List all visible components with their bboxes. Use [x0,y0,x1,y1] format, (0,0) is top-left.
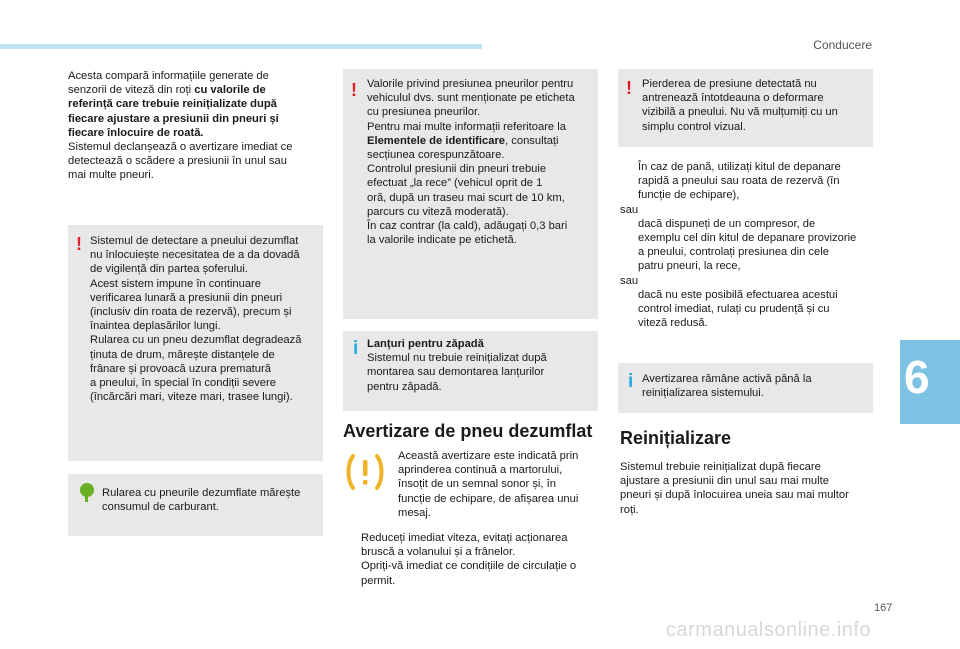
text-line: simplu control vizual. [642,120,746,133]
info-text [367,337,595,394]
info-icon: i [353,338,359,359]
text-line: bruscă a volanului și a frânelor. [361,546,516,559]
text-line: consumul de carburant. [102,501,219,514]
text-line: oră, după un traseu mai scurt de 10 km, [367,191,565,204]
text-line: Acest sistem impune în continuare [90,277,262,290]
info-box-reinit [618,363,873,413]
warning-text [367,77,597,247]
text-line: înaintea deplasărilor lungi. [90,320,221,333]
intro-bold-line: fiecare ajustare a presiunii din pneuri și [68,112,279,125]
reinit-body [620,460,880,517]
intro-line: Acesta compară informațiile generate de [68,70,269,82]
text-line: (încărcări mari, viteze mari, trasee lungi). [90,391,293,404]
text-line: Rularea cu pneurile dezumflate mărește [102,487,301,499]
watermark: carmanualsonline.info [666,619,872,641]
text-line: ajustare a presiunii din unul sau mai multe [620,475,829,488]
intro-line: Sistemul declanșează o avertizare imediat ce [68,141,293,154]
text-line: secțiunea corespunzătoare. [367,149,505,162]
text-line: antrenează întotdeauna o deformare [642,92,824,105]
text-line: Această avertizare este indicată prin [398,450,579,462]
text-line: mesaj. [398,506,431,519]
list-item: În caz de pană, utilizați kitul de depanare [620,160,880,174]
heading-flat-tyre-warning: Avertizare de pneu dezumflat [343,421,593,441]
alert-text [398,449,598,520]
text-line: însoțit de un semnal sonor și, în [398,478,556,491]
bullet-icon [343,531,361,545]
warning-icon: ! [626,78,632,98]
text-line: Pentru mai multe informații referitoare la [367,120,566,133]
text-line: (inclusiv din roata de rezervă), precum și [90,306,292,319]
text-line: parcurs cu viteză moderată). [367,205,509,218]
text-line: pentru zăpadă. [367,380,442,393]
text-line: Elementele de identificare, consultați [367,134,559,147]
intro-line: senzorii de viteză din roți cu valorile de [68,84,266,97]
info-text [642,372,870,400]
text-line: reinițializarea sistemului. [642,387,764,400]
text-line: cu presiunea pneurilor. [367,106,481,119]
info-title: Lanțuri pentru zăpadă [367,338,484,350]
text-line: Valorile privind presiunea pneurilor pentru [367,78,574,90]
text-line: Controlul presiunii din pneuri trebuie [367,163,547,176]
text-line: funcție de echipare), [638,189,740,202]
warning-box-pressure-values [343,69,598,319]
text-line: Rularea cu un pneu dezumflat degradează [90,334,302,347]
text-line: permit. [361,574,396,587]
tyre-pressure-warning-icon [345,452,385,492]
warning-text [642,77,872,134]
text-line: la valorile indicate pe etichetă. [367,234,517,247]
text-line: Sistemul nu trebuie reinițializat după [367,352,547,365]
text-line: aprinderea continuă a martorului, [398,464,563,477]
bullet-icon [343,559,361,573]
text-line: verificarea lunară a presiunii din pneuri [90,291,283,304]
text-line: vehiculul dvs. sunt menționate pe eticheta [367,92,575,105]
text-line: patru pneuri, la rece, [638,260,741,273]
text-line: exemplu cel din kitul de depanare provizorie [638,232,857,245]
chapter-number: 6 [904,351,930,403]
text-line: a pneului, în special în condiții severe [90,377,276,390]
text-line: pneuri și după înlocuirea uneia sau mai multor [620,489,849,502]
text-line: viteză redusă. [638,317,708,330]
col3-bullets [620,160,880,330]
eco-text [102,486,320,514]
warning-text [90,234,322,404]
text-line: montarea sau demontarea lanțurilor [367,366,545,379]
intro-bold-line: referință care trebuie reinițializate după [68,98,277,111]
text-line: nu înlocuiește necesitatea de a da dovadă [90,249,300,262]
text-line: a pneului, controlați presiunea din cele [638,246,829,259]
text-line: În caz contrar (la cald), adăugați 0,3 bari [367,220,568,233]
text-line: sau [620,203,639,216]
heading-reinit: Reinițializare [620,428,732,448]
bullet-icon [620,288,638,302]
page-number: 167 [874,602,893,614]
warning-box-visual-control [618,69,873,147]
intro-line: mai multe pneuri. [68,169,154,182]
text-line: rapidă a pneului sau roata de rezervă (în [638,175,840,188]
bullet-icon [620,217,638,231]
text-line: Avertizarea rămâne activă până la [642,373,812,385]
text-line: Sistemul trebuie reinițializat după fiecare [620,461,821,473]
header-bar [0,44,482,49]
text-line: frânare și provoacă uzura prematură [90,362,271,375]
info-box-snow-chains [343,331,598,411]
list-item: dacă nu este posibilă efectuarea acestui [620,288,880,302]
section-title: Conducere [813,38,872,52]
text-line: efectuat „la rece” (vehicul oprit de 1 [367,177,543,190]
text-line: Sistemul de detectare a pneului dezumflat [90,235,299,247]
intro-bold-line: fiecare înlocuire de roată. [68,126,204,139]
bullet-icon [620,160,638,174]
intro-line: detectează o scădere a presiunii în unul sau [68,155,287,168]
list-item: dacă dispuneți de un compresor, de [620,217,880,231]
info-icon: i [628,371,634,392]
list-item: Opriți-vă imediat ce condițiile de circulație o [343,559,603,573]
warning-icon: ! [76,234,82,254]
text-line: ținuta de drum, mărește distanțele de [90,348,275,361]
text-line: control imediat, rulați cu prudență și cu [638,303,830,316]
col1-intro [68,69,328,183]
col2-bullets [343,531,603,588]
text-line: vizibilă a pneului. Nu vă mulțumiți cu un [642,106,838,119]
list-item: Reduceți imediat viteza, evitați acționarea [343,531,603,545]
warning-box-detection [68,225,323,461]
text-line: sau [620,274,639,287]
eco-leaf-icon [80,483,94,497]
eco-box [68,474,323,536]
text-line: roți. [620,503,639,516]
warning-icon: ! [351,80,357,100]
text-line: de vigilență din partea șoferului. [90,263,248,276]
text-line: funcție de echipare, de afișarea unui [398,492,579,505]
text-line: Pierderea de presiune detectată nu [642,78,817,90]
